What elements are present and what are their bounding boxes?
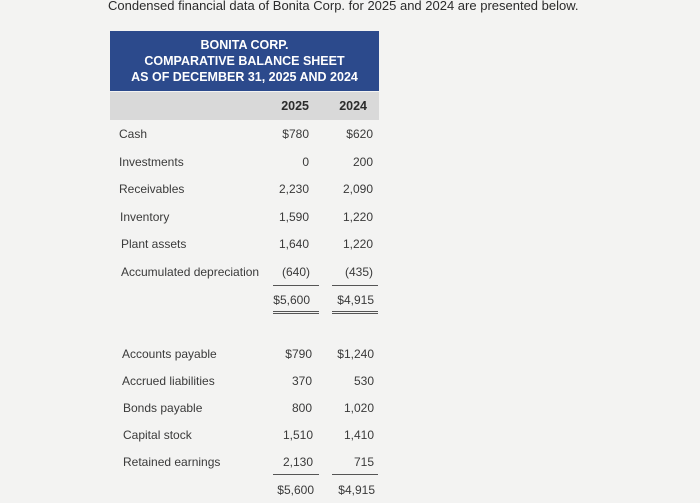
asset-row xyxy=(121,265,381,285)
year-2024-heading: 2024 xyxy=(339,99,367,113)
liabilities-total-row xyxy=(122,483,382,503)
liab-subtotal-underline-2024 xyxy=(332,474,378,475)
liab-subtotal-underline-2025 xyxy=(273,474,319,475)
assets-total-row xyxy=(121,293,381,313)
value-2024: 1,220 xyxy=(342,237,373,251)
value-2025: 0 xyxy=(302,155,309,169)
liability-row xyxy=(123,401,383,421)
value-2025: (640) xyxy=(281,265,310,279)
liability-row xyxy=(122,374,382,394)
value-2025: 1,590 xyxy=(278,210,309,224)
row-label: Cash xyxy=(119,127,148,141)
value-2025: $780 xyxy=(282,127,309,141)
row-label: Inventory xyxy=(120,210,170,224)
liability-row xyxy=(122,347,382,367)
balance-sheet-header xyxy=(110,31,379,91)
total-2025: $5,600 xyxy=(273,293,310,307)
value-2025: 370 xyxy=(291,374,312,388)
value-2024: 1,220 xyxy=(342,210,373,224)
row-label: Plant assets xyxy=(121,237,187,251)
asset-row xyxy=(121,237,381,257)
row-label: Investments xyxy=(119,155,184,169)
value-2024: 200 xyxy=(352,155,373,169)
subtotal-underline-2025 xyxy=(273,285,319,286)
total-2024: $4,915 xyxy=(338,483,375,497)
value-2024: 1,020 xyxy=(343,401,374,415)
value-2025: $790 xyxy=(285,347,312,361)
value-2024: $620 xyxy=(346,127,373,141)
value-2024: 2,090 xyxy=(342,182,373,196)
row-label: Accounts payable xyxy=(122,347,217,361)
value-2024: 715 xyxy=(353,455,374,469)
company-name: BONITA CORP. xyxy=(200,38,289,52)
total-2025: $5,600 xyxy=(277,483,314,497)
asset-row xyxy=(119,155,379,175)
total-double-underline-2024 xyxy=(332,311,378,314)
asset-row xyxy=(119,127,379,147)
year-2025-heading: 2025 xyxy=(281,99,309,113)
value-2024: $1,240 xyxy=(337,347,374,361)
value-2025: 2,230 xyxy=(278,182,309,196)
value-2024: 530 xyxy=(353,374,374,388)
value-2025: 2,130 xyxy=(282,455,313,469)
row-label: Capital stock xyxy=(123,428,192,442)
total-double-underline-2025 xyxy=(273,311,319,314)
year-header-row xyxy=(110,92,379,120)
sheet-title: COMPARATIVE BALANCE SHEET xyxy=(144,54,345,68)
row-label: Accrued liabilities xyxy=(122,374,215,388)
row-label: Receivables xyxy=(119,182,185,196)
asset-row xyxy=(120,210,380,230)
value-2024: 1,410 xyxy=(343,428,374,442)
value-2025: 1,510 xyxy=(282,428,313,442)
liability-row xyxy=(123,455,383,475)
total-2024: $4,915 xyxy=(337,293,374,307)
value-2024: (435) xyxy=(344,265,373,279)
row-label: Bonds payable xyxy=(123,401,203,415)
sheet-date: AS OF DECEMBER 31, 2025 AND 2024 xyxy=(131,70,358,84)
intro-text: Condensed financial data of Bonita Corp. for 2025 and 2024 are presented below. xyxy=(108,0,579,13)
value-2025: 800 xyxy=(291,401,312,415)
value-2025: 1,640 xyxy=(278,237,309,251)
subtotal-underline-2024 xyxy=(332,285,378,286)
asset-row xyxy=(119,182,379,202)
liability-row xyxy=(123,428,383,448)
row-label: Retained earnings xyxy=(123,455,221,469)
row-label: Accumulated depreciation xyxy=(121,265,260,279)
